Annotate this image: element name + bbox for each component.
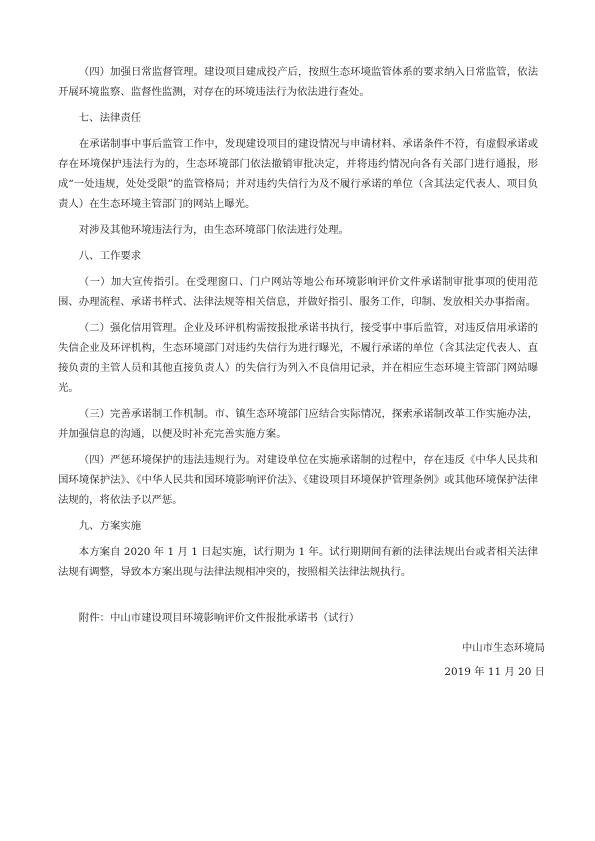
- attachment-note: 附件：中山市建设项目环境影响评价文件报批承诺书（试行）: [78, 612, 360, 624]
- paragraph-other-violations: 对涉及其他环境违法行为，由生态环境部门依法进行处理。: [78, 224, 349, 236]
- signature-date: 2019 年 11 月 20 日: [444, 666, 545, 678]
- paragraph-supervision: （四）加强日常监督管理。建设项目建成投产后，按照生态环境监管体系的要求纳入日常监管，依法开展环境监察、监督性监测，对存在的环境违法行为依法进行查处。: [58, 66, 538, 98]
- section-heading-work-requirements: 八、工作要求: [78, 250, 142, 262]
- paragraph-legal-liability: 在承诺制事中事后监管工作中，发现建设项目的建设情况与申请材料、承诺条件不符，有虚假承诺或存在环境保护违法行为的，生态环境部门依法撤销审批决定，并将违约情况向各有关部门进行通报，形成“一处违规，处处受限”的监管格局；并对违约失信行为及不履行承诺的单位（含其法定代表人、项目负责人）在生态环境主管部门的网站上曝光。: [58, 138, 538, 210]
- paragraph-penalties: （四）严惩环境保护的违法违规行为。对建设单位在实施承诺制的过程中，存在违反《中华人民共和国环境保护法》、《中华人民共和国环境影响评价法》、《建设项目环境保护管理条例》或其他环境保护法律法规的，将依法予以严惩。: [58, 454, 538, 506]
- paragraph-implementation: 本方案自 2020 年 1 月 1 日起实施，试行期为 1 年。试行期期间有新的法律法规出台或者相关法律法规有调整，导致本方案出现与法律法规相冲突的，按照相关法律法规执行。: [58, 546, 538, 578]
- paragraph-mechanism: （三）完善承诺制工作机制。市、镇生态环境部门应结合实际情况，探索承诺制改革工作实施办法，并加强信息的沟通，以便及时补充完善实施方案。: [58, 408, 538, 440]
- section-heading-legal-liability: 七、法律责任: [78, 112, 142, 124]
- paragraph-publicity: （一）加大宣传指引。在受理窗口、门户网站等地公布环境影响评价文件承诺制审批事项的使用范围、办理流程、承诺书样式、法律法规等相关信息，并做好指引、服务工作，印制、发放相关办事指南。: [58, 276, 538, 308]
- document-body: [58, 62, 538, 628]
- section-heading-implementation: 九、方案实施: [78, 520, 142, 532]
- paragraph-credit-management: （二）强化信用管理。企业及环评机构需按报批承诺书执行，接受事中事后监管，对违反信用承诺的失信企业及环评机构，生态环境部门对违约失信行为进行曝光，不履行承诺的单位（含其法定代表人、直接负责的主管人员和其他直接负责人）的失信行为列入不良信用记录，并在相应生态环境主管部门网站曝光。: [58, 322, 538, 394]
- signature-organization: 中山市生态环境局: [461, 642, 545, 654]
